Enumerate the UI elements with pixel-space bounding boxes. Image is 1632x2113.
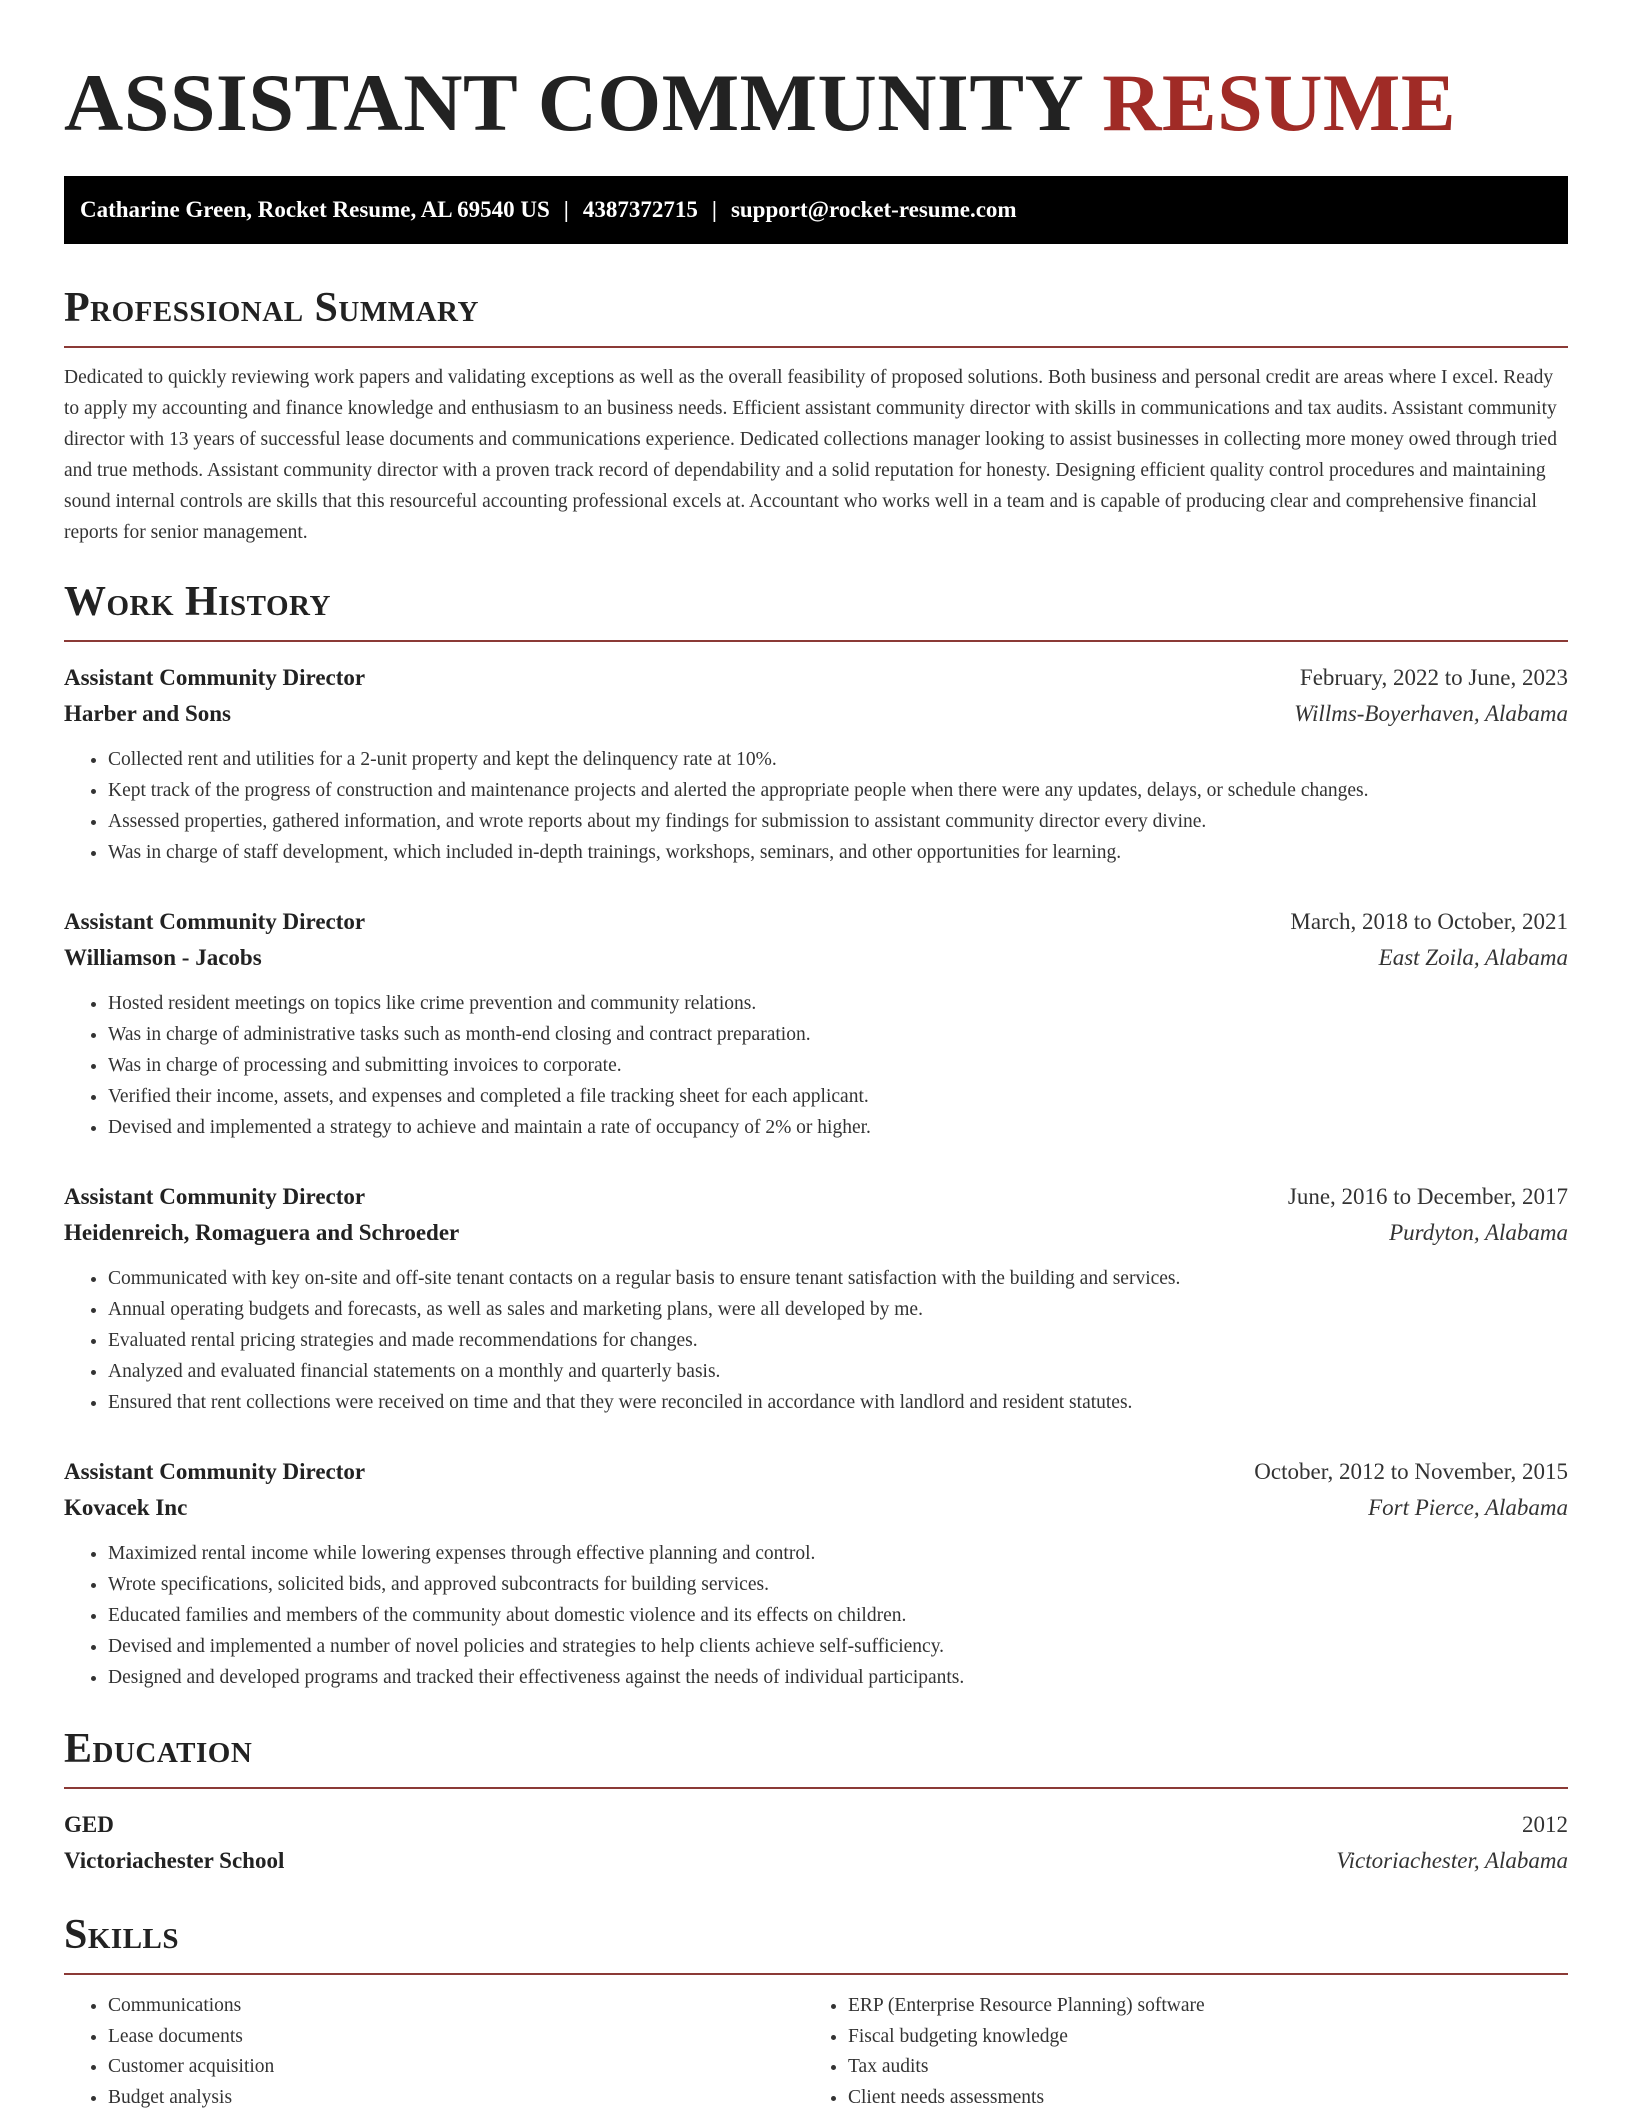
job-title: Assistant Community Director — [64, 904, 365, 940]
education-heading: Education — [64, 1723, 1568, 1775]
job-bullet: • Wrote specifications, solicited bids, and approved subcontracts for building services. — [108, 1569, 1568, 1600]
job-bullet: • Verified their income, assets, and expenses and completed a file tracking sheet for each applicant. — [108, 1081, 1568, 1112]
job-bullet: • Analyzed and evaluated financial statements on a monthly and quarterly basis. — [108, 1356, 1568, 1387]
job-bullet: • Evaluated rental pricing strategies and made recommendations for changes. — [108, 1325, 1568, 1356]
job-bullet: • Kept track of the progress of construction and maintenance projects and alerted the appropriate people when there were any updates, delays, or schedule changes. — [108, 775, 1568, 806]
contact-separator: | — [550, 197, 583, 222]
job-company: Heidenreich, Romaguera and Schroeder — [64, 1215, 459, 1251]
title-accent: RESUME — [1102, 57, 1456, 148]
education-entry — [64, 1807, 1568, 1879]
job-company: Williamson - Jacobs — [64, 940, 262, 976]
job-bullet: • Hosted resident meetings on topics like crime prevention and community relations. — [108, 988, 1568, 1019]
job-bullet: • Annual operating budgets and forecasts, as well as sales and marketing plans, were all developed by me. — [108, 1294, 1568, 1325]
job-bullets — [64, 988, 1568, 1143]
skills-column-right — [804, 1991, 1544, 2113]
job-company-row — [64, 1490, 1568, 1526]
job-bullet: • Educated families and members of the community about domestic violence and its effects on children. — [108, 1600, 1568, 1631]
skill-item: • Communications — [108, 1991, 804, 2022]
job-title: Assistant Community Director — [64, 660, 365, 696]
contact-phone: 4387372715 — [583, 197, 698, 222]
job-company-row — [64, 1215, 1568, 1251]
education-location: Victoriachester, Alabama — [1336, 1843, 1568, 1879]
resume-title — [64, 0, 1568, 150]
job-bullet: • Devised and implemented a number of novel policies and strategies to help clients achieve self-sufficiency. — [108, 1631, 1568, 1662]
job-bullet: • Devised and implemented a strategy to achieve and maintain a rate of occupancy of 2% or higher. — [108, 1112, 1568, 1143]
title-main: ASSISTANT COMMUNITY — [64, 57, 1081, 148]
skill-item: • Client needs assessments — [848, 2083, 1544, 2113]
work-history-heading: Work History — [64, 576, 1568, 628]
skill-item: • Lease documents — [108, 2022, 804, 2053]
job-company: Harber and Sons — [64, 696, 231, 732]
job-bullets — [64, 1263, 1568, 1418]
job-dates: February, 2022 to June, 2023 — [1300, 660, 1568, 696]
job-location: Fort Pierce, Alabama — [1368, 1490, 1568, 1526]
section-divider — [64, 640, 1568, 642]
job-bullets — [64, 744, 1568, 868]
education-school: Victoriachester School — [64, 1843, 284, 1879]
job-location: East Zoila, Alabama — [1379, 940, 1568, 976]
job-header-row — [64, 1454, 1568, 1490]
education-degree-row — [64, 1807, 1568, 1843]
contact-bar — [64, 176, 1568, 244]
section-divider — [64, 1787, 1568, 1789]
skill-item: • ERP (Enterprise Resource Planning) software — [848, 1991, 1544, 2022]
contact-separator: | — [698, 197, 731, 222]
skill-item: • Fiscal budgeting knowledge — [848, 2022, 1544, 2053]
job-dates: October, 2012 to November, 2015 — [1254, 1454, 1568, 1490]
job-company: Kovacek Inc — [64, 1490, 187, 1526]
education-degree: GED — [64, 1807, 114, 1843]
job-bullet: • Communicated with key on-site and off-site tenant contacts on a regular basis to ensure tenant satisfaction with the building and services. — [108, 1263, 1568, 1294]
job-location: Purdyton, Alabama — [1389, 1215, 1568, 1251]
job-title: Assistant Community Director — [64, 1179, 365, 1215]
job-bullet: • Ensured that rent collections were received on time and that they were reconciled in accordance with landlord and resident statutes. — [108, 1387, 1568, 1418]
section-divider — [64, 346, 1568, 348]
job-dates: June, 2016 to December, 2017 — [1288, 1179, 1568, 1215]
job-location: Willms-Boyerhaven, Alabama — [1294, 696, 1568, 732]
job-bullet: • Was in charge of processing and submitting invoices to corporate. — [108, 1050, 1568, 1081]
job-bullet: • Was in charge of staff development, which included in-depth trainings, workshops, seminars, and other opportunities for learning. — [108, 837, 1568, 868]
job-entry — [64, 904, 1568, 1143]
job-bullet: • Collected rent and utilities for a 2-unit property and kept the delinquency rate at 10%. — [108, 744, 1568, 775]
job-entry — [64, 1454, 1568, 1693]
contact-address: Catharine Green, Rocket Resume, AL 69540 US — [80, 197, 550, 222]
contact-email: support@rocket-resume.com — [731, 197, 1017, 222]
job-entry — [64, 660, 1568, 868]
job-bullets — [64, 1538, 1568, 1693]
skills-column-left — [64, 1991, 804, 2113]
summary-heading: Professional Summary — [64, 282, 1568, 334]
job-title: Assistant Community Director — [64, 1454, 365, 1490]
job-header-row — [64, 660, 1568, 696]
job-company-row — [64, 940, 1568, 976]
job-bullet: • Designed and developed programs and tracked their effectiveness against the needs of individual participants. — [108, 1662, 1568, 1693]
job-bullet: • Was in charge of administrative tasks such as month-end closing and contract preparation. — [108, 1019, 1568, 1050]
job-header-row — [64, 904, 1568, 940]
skill-item: • Budget analysis — [108, 2083, 804, 2113]
education-school-row — [64, 1843, 1568, 1879]
summary-text: Dedicated to quickly reviewing work papers and validating exceptions as well as the overall feasibility of proposed solutions. Both business and personal credit are areas where I excel. Ready to apply my accounting and finance knowledge and enthusiasm to an business needs. Efficient assistant community director with skills in communications and tax audits. Assistant community director with 13 years of successful lease documents and communications experience. Dedicated collections manager looking to assist businesses in collecting more money owed through tried and true methods. Assistant community director with a proven track record of dependability and a solid reputation for honesty. Designing efficient quality control procedures and maintaining sound internal controls are skills that this resourceful accounting professional excels at. Accountant who works well in a team and is capable of producing clear and comprehensive financial reports for senior management. — [64, 362, 1568, 548]
job-dates: March, 2018 to October, 2021 — [1290, 904, 1568, 940]
skill-item: • Customer acquisition — [108, 2052, 804, 2083]
job-company-row — [64, 696, 1568, 732]
skill-item: • Tax audits — [848, 2052, 1544, 2083]
skills-heading: Skills — [64, 1909, 1568, 1961]
education-year: 2012 — [1522, 1807, 1568, 1843]
skills-list — [64, 1991, 1568, 2113]
job-entry — [64, 1179, 1568, 1418]
job-bullet: • Maximized rental income while lowering expenses through effective planning and control. — [108, 1538, 1568, 1569]
job-bullet: • Assessed properties, gathered information, and wrote reports about my findings for submission to assistant community director every divine. — [108, 806, 1568, 837]
job-header-row — [64, 1179, 1568, 1215]
section-divider — [64, 1973, 1568, 1975]
